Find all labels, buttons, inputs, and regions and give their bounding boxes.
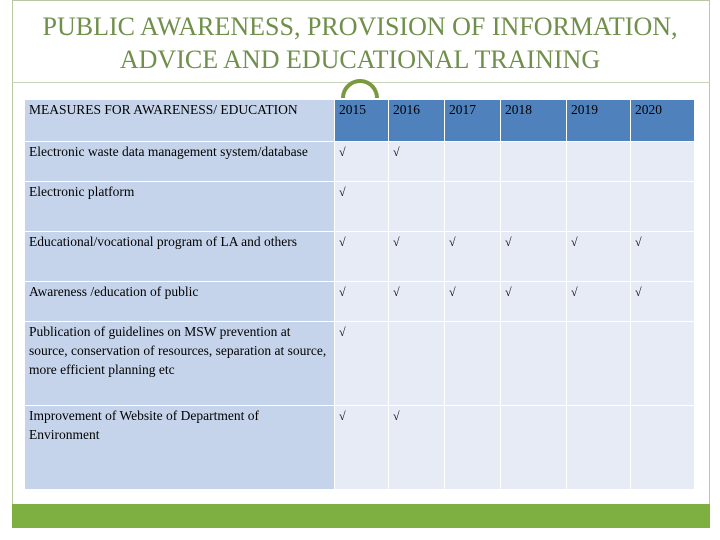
check-icon: √ [339,325,346,339]
year-cell-2020 [631,322,695,406]
year-cell-2015 [335,322,389,406]
year-cell-2017 [445,232,501,282]
year-cell-2017 [445,322,501,406]
year-header-2020: 2020 [631,100,695,142]
year-cell-2015 [335,406,389,490]
year-cell-2015 [335,282,389,322]
year-cell-2018 [501,406,567,490]
table-row [25,232,695,282]
table-row [25,182,695,232]
year-cell-2015 [335,182,389,232]
measures-table [24,99,695,490]
year-cell-2020 [631,182,695,232]
year-cell-2018 [501,232,567,282]
slide-title-line-2: ADVICE AND EDUCATIONAL TRAINING [119,45,601,74]
measure-label: Awareness /education of public [25,282,335,322]
year-cell-2019 [567,282,631,322]
check-icon: √ [393,235,400,249]
year-header-2018: 2018 [501,100,567,142]
year-cell-2015 [335,232,389,282]
check-icon: √ [571,285,578,299]
year-cell-2017 [445,182,501,232]
year-cell-2018 [501,322,567,406]
year-header-2016: 2016 [389,100,445,142]
year-cell-2017 [445,406,501,490]
check-icon: √ [393,145,400,159]
check-icon: √ [339,235,346,249]
slide-title [20,10,700,76]
year-cell-2020 [631,142,695,182]
year-header-2015: 2015 [335,100,389,142]
check-icon: √ [635,235,642,249]
year-cell-2016 [389,232,445,282]
check-icon: √ [505,235,512,249]
check-icon: √ [449,235,456,249]
measure-label: Electronic waste data management system/database [25,142,335,182]
check-icon: √ [635,285,642,299]
measure-label: Publication of guidelines on MSW prevention at source, conservation of resources, separation at source, more efficient planning etc [25,322,335,406]
measure-label: Educational/vocational program of LA and others [25,232,335,282]
year-cell-2017 [445,282,501,322]
table-row [25,142,695,182]
year-cell-2017 [445,142,501,182]
year-cell-2018 [501,182,567,232]
table-row [25,282,695,322]
year-cell-2020 [631,282,695,322]
check-icon: √ [339,409,346,423]
check-icon: √ [571,235,578,249]
year-cell-2018 [501,282,567,322]
year-cell-2019 [567,406,631,490]
measures-header-label: MEASURES FOR AWARENESS/ EDUCATION [25,100,335,142]
measure-label: Improvement of Website of Department of Environment [25,406,335,490]
year-header-2019: 2019 [567,100,631,142]
year-cell-2019 [567,232,631,282]
table-header-row [25,100,695,142]
year-cell-2018 [501,142,567,182]
footer-accent-bar [12,504,710,528]
check-icon: √ [393,285,400,299]
check-icon: √ [393,409,400,423]
year-cell-2015 [335,142,389,182]
year-cell-2016 [389,322,445,406]
check-icon: √ [339,285,346,299]
check-icon: √ [449,285,456,299]
table-row [25,322,695,406]
year-cell-2020 [631,406,695,490]
measure-label: Electronic platform [25,182,335,232]
year-cell-2020 [631,232,695,282]
check-icon: √ [339,185,346,199]
year-cell-2019 [567,142,631,182]
check-icon: √ [505,285,512,299]
year-header-2017: 2017 [445,100,501,142]
year-cell-2016 [389,182,445,232]
year-cell-2019 [567,182,631,232]
slide-title-line-1: PUBLIC AWARENESS, PROVISION OF INFORMATION, [42,12,678,41]
year-cell-2019 [567,322,631,406]
year-cell-2016 [389,282,445,322]
check-icon: √ [339,145,346,159]
year-cell-2016 [389,142,445,182]
year-cell-2016 [389,406,445,490]
table-row [25,406,695,490]
